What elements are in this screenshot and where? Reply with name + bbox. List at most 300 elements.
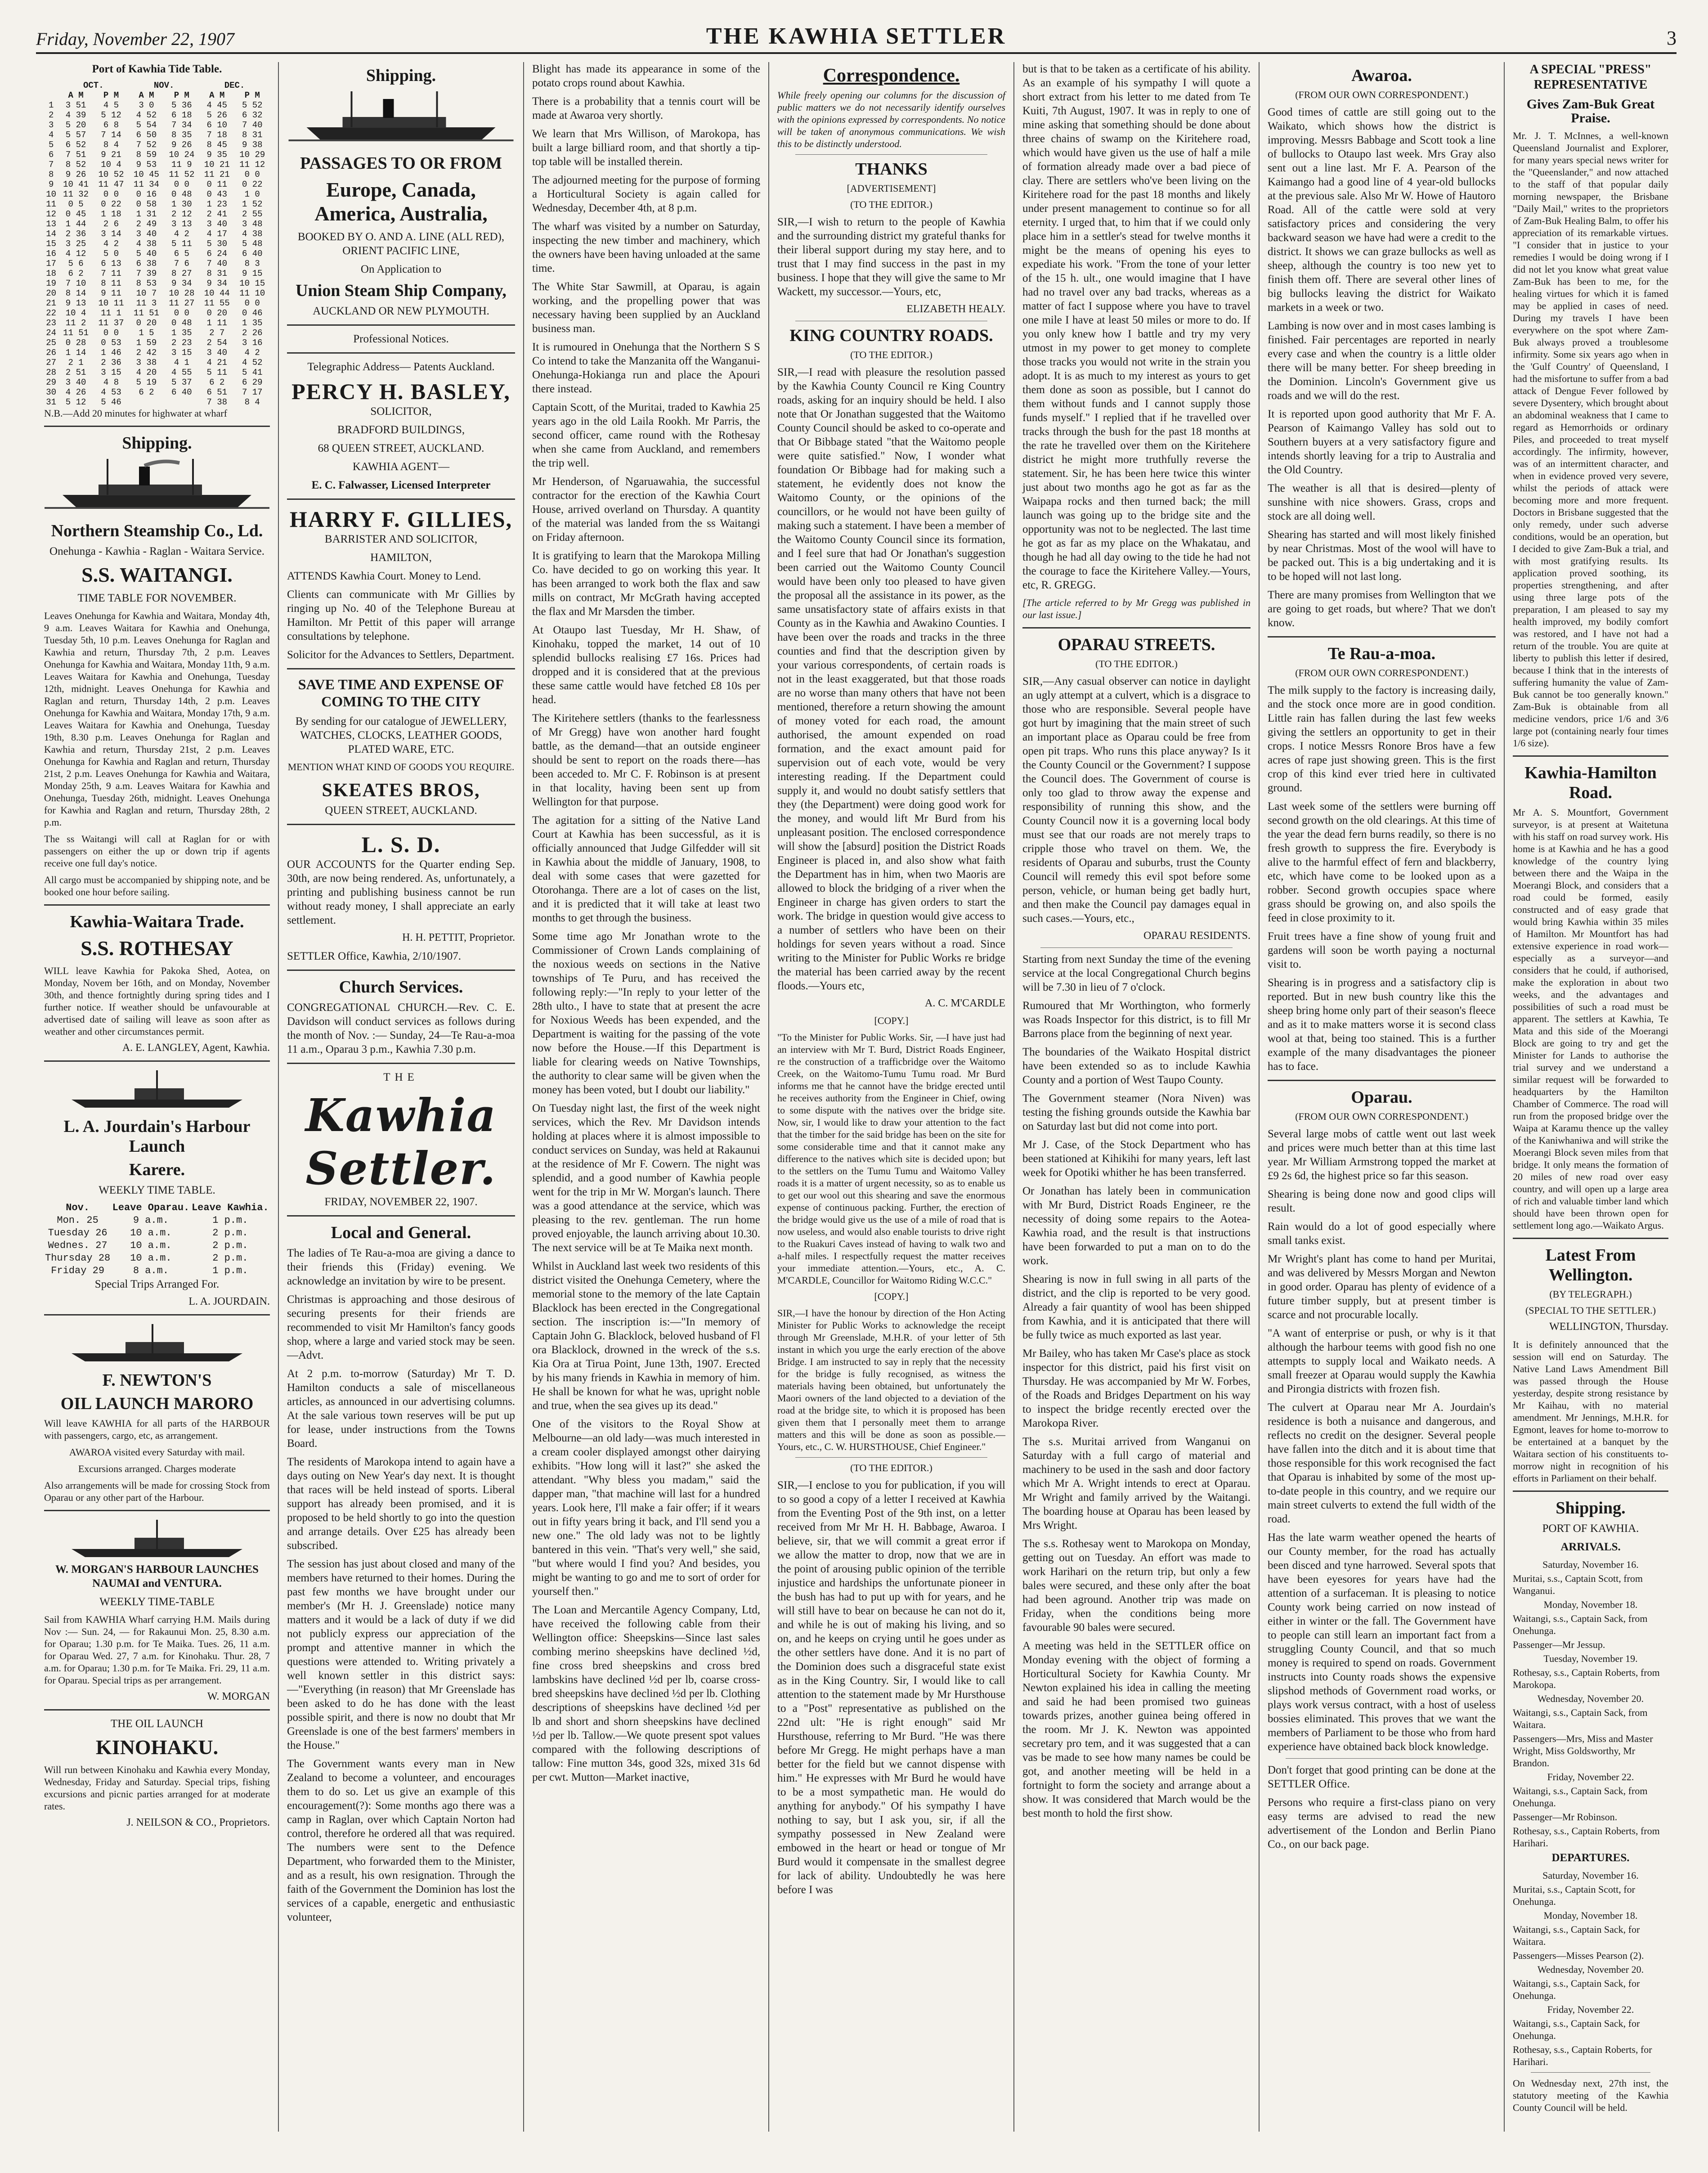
accounts-notice: OUR ACCOUNTS for the Quarter ending Sep. 30th, are now being rendered. As, unfortunately, a printing and publishing business cannot be run without ready money, I shall appreciate an early settlement. [287,858,515,926]
launch-row [44,1227,270,1239]
tide-row [44,189,270,199]
tide-time: 9 34 [206,278,228,288]
news-paragraph: Captain Scott, of the Muritai, traded to Kawhia 25 years ago in the old Laila Rookh. Mr Parris, the second officer, came round with the Rothesay when she came from Auckland, and remembers the trip well. [532,401,760,469]
tide-time: 10 41 [63,180,89,189]
tide-row [44,308,270,318]
launch-cell: 10 a.m. [130,1227,172,1239]
skeates-address: QUEEN STREET, AUCKLAND. [325,804,477,817]
shipping-entry: Waitangi, s.s., Captain Sack, from Onehunga. [1513,1613,1648,1636]
shipping-entry: Passengers—Mrs, Miss and Master Wright, Miss Goldsworthy, Mr Brandon. [1513,1733,1653,1769]
teraumoa-paragraph: Shearing is in progress and a satisfactory clip is reported. But in new bush country like this the sheep bring home only part of their season's fleece and as it to make matters worse it is second class wool at that, being too stained. This is a further example of the many disadvantages the pioneer has to face. [1268,977,1496,1073]
tide-time: 8 11 [101,278,121,288]
news-paragraph: Mr J. Case, of the Stock Department who has been stationed at Kihikihi for many years, left last week for Opotiki whither he has been transferred. [1022,1139,1251,1179]
tide-time: 1 35 [242,318,263,328]
basley-street: 68 QUEEN STREET, AUCKLAND. [318,442,484,454]
shipping-entry: Rothesay, s.s., Captain Roberts, from Harihari. [1513,1825,1660,1849]
arrivals-heading: ARRIVALS. [1560,1541,1621,1553]
tide-row [44,160,270,170]
shipping-entry: Waitangi, s.s., Captain Sack, from Onehunga. [1513,1785,1648,1809]
local-general-heading: Local and General. [331,1223,471,1242]
news-paragraph: The Government steamer (Nora Niven) was testing the fishing grounds outside the Kawhia bar on Saturday last but did not come into port. [1022,1092,1251,1132]
thanks-letter: SIR,—I wish to return to the people of Kawhia and the surrounding district my grateful thanks for their liberal support during my stay here, and to trust that I may find success in the past in my business. I hope that they will give the same to Mr Wackett, my successor.—Yours, etc, [777,216,1005,298]
tide-time: 0 0 [244,298,260,308]
tide-time: 4 38 [136,239,157,249]
tide-time: 5 57 [65,130,86,140]
awaroa-paragraph: Lambing is now over and in most cases lambing is finished. Fair percentages are reported in nearly every case and when the country is a little older there will be many better. For sheep breeding in the Dominion. Lincoln's Government give us roads and we will do the rest. [1268,320,1496,402]
to-editor: (TO THE EDITOR.) [1095,658,1178,669]
tide-time: 5 52 [242,100,263,110]
tide-day: 28 [46,368,57,377]
editor-note: [The article referred to by Mr Gregg was published in our last issue.] [1022,597,1251,620]
tide-time: 5 48 [242,239,263,249]
booked-line: BOOKED BY O. AND A. LINE (ALL RED), ORIENT PACIFIC LINE, [297,231,505,257]
to-editor: (TO THE EDITOR.) [850,349,932,360]
tide-day: 31 [46,397,57,407]
tide-time: 2 1 [68,358,84,368]
tide-time: 5 12 [65,397,86,407]
tide-time: 2 51 [65,368,86,377]
news-paragraph: Or Jonathan has lately been in communication with Mr Burd, District Roads Engineer, re the necessity of doing some repairs to the Aotea-Kawhia road, and the result is that instructions have been forwarded to put a man on to do the work. [1022,1185,1251,1267]
tide-time: 5 26 [206,110,228,120]
tide-month-oct: OCT. [83,81,104,90]
tide-row [44,259,270,269]
tide-time: 2 49 [136,219,157,229]
kinohaku-body: Will run between Kinohaku and Kawhia every Monday, Wednesday, Friday and Saturday. Special trips, fishing excursions and picnic parties arranged for at moderate rates. [44,1764,270,1812]
tide-time: 0 53 [101,338,121,348]
tide-time: 4 1 [174,358,189,368]
rothesay-title: S.S. ROTHESAY [81,937,233,960]
shipping-entry: Wednesday, November 20. [1537,1964,1644,1975]
waitangi-title: S.S. WAITANGI. [81,563,233,586]
tide-time: 11 10 [239,288,265,298]
tide-time: 11 32 [63,189,89,199]
excursions-note: Excursions arranged. Charges moderate [78,1463,236,1474]
tide-time: 1 0 [244,189,260,199]
tide-time: 5 40 [136,249,157,259]
news-paragraph: On Tuesday night last, the first of the week night services, which the Rev. Mr Davidson intends holding at places where it is almost impossible to conduct services on Sunday, was held at Rakaunui at the residence of Mr F. Cowern. The night was splendid, and a good number of Kawhia people went for the trip in Mr W. Morgan's launch. There was a good attendance at the service, which was pleasing to the rev. gentleman. The run home proved enjoyable, the launch arriving about 10.30. The next service will be at Te Maika next month. [532,1102,760,1254]
tide-time: 5 6 [68,259,84,269]
tide-day: 21 [46,298,57,308]
tide-day: 26 [46,348,57,358]
tide-time: 11 2 [65,318,86,328]
jourdain-weekly: WEEKLY TIME TABLE. [99,1184,215,1196]
news-paragraph: The Loan and Mercantile Agency Company, Ltd, have received the following cable from their Wellington office: Sheepskins—Since last sales combing merino sheepskins have declined ½d, fine cross bred sheepskins and cross bred lambskins have declined ½d per lb, coarse cross-bred sheepskins have declined ½d per lb. Clothing descriptions of sheepskins have declined ½d per lb and short and shorn sheepskins have declined ½d per lb. Tallow.—We quote present spot values compared with the following descriptions of tallow: Fine mutton 34s, good 32s, mixed 31s 6d per cwt. Mutton—Market inactive, [532,1604,760,1783]
tide-time: 10 15 [239,278,265,288]
tide-time: 8 52 [65,160,86,170]
tide-time: 6 5 [174,249,189,259]
tide-time [129,397,164,407]
tide-time: 10 29 [239,150,265,160]
oparau-heading: Oparau. [1351,1088,1412,1107]
tide-time: 11 47 [98,180,124,189]
tide-time: 8 45 [206,140,228,150]
own-correspondent: (FROM OUR OWN CORRESPONDENT.) [1295,667,1468,678]
tide-time: 5 37 [171,377,192,387]
own-correspondent: (FROM OUR OWN CORRESPONDENT.) [1295,89,1468,100]
morgan-signature: W. MORGAN [207,1691,270,1702]
tide-row [44,170,270,180]
launch-cell: Friday 29 [51,1265,105,1276]
tide-time: 9 38 [242,140,263,150]
tide-day: 17 [46,259,57,269]
tide-ampm: P M [103,90,119,100]
news-paragraph: It is gratifying to learn that the Marokopa Milling Co. have decided to go on working this year. It has been arranged to work both the flax and saw mills on contract, Mr McGrath having accepted the flax and Mr Marsden the timber. [532,550,760,618]
tide-time: 11 3 [136,298,157,308]
news-paragraph: The wharf was visited by a number on Saturday, inspecting the new timber and machinery, which the owners have been having unloaded at the same time. [532,220,760,274]
launch-cell: Mon. 25 [57,1215,99,1226]
tide-time: 10 4 [65,308,86,318]
shipping-entry: Passenger—Mr Robinson. [1513,1811,1618,1823]
launch-cell: Tuesday 26 [48,1227,108,1239]
tide-time: 8 4 [103,140,119,150]
launch-icon [44,1322,270,1365]
copy-tag: [COPY.] [874,1291,909,1302]
column-7 [1505,62,1677,2132]
gillies-clients: Clients can communicate with Mr Gillies by ringing up No. 40 of the Telephone Bureau at Hamilton. Mr Pettit of this paper will arrange consultations by telephone. [287,588,515,642]
healy-signature: ELIZABETH HEALY. [906,303,1005,315]
union-location: AUCKLAND OR NEW PLYMOUTH. [313,305,489,317]
kawhia-waitara-heading: Kawhia-Waitara Trade. [70,912,244,931]
tide-row [44,150,270,160]
shipping-entry: Rothesay, s.s., Captain Roberts, from Marokopa. [1513,1667,1660,1690]
tide-time: 9 13 [65,298,86,308]
morgan-title: W. MORGAN'S HARBOUR LAUNCHES NAUMAI and VENTURA. [55,1563,259,1589]
tide-time: 0 48 [171,318,192,328]
tide-time: 5 36 [171,100,192,110]
awaroa-paragraph: There are many promises from Wellington that we are going to get roads, but where? That we don't know. [1268,589,1496,629]
arrivals-list [1513,1558,1668,1849]
col-header: Nov. [66,1202,90,1213]
tide-time: 3 15 [171,348,192,358]
news-paragraph: There is a probability that a tennis court will be made at Awaroa very shortly. [532,95,760,121]
col-header: Leave Oparau. [112,1202,190,1213]
kawhia-agent: KAWHIA AGENT— [352,461,450,473]
shipping-entry: Muritai, s.s., Captain Scott, for Onehunga. [1513,1884,1635,1907]
tide-day: 16 [46,249,57,259]
tide-time: 9 35 [206,150,228,160]
special-representative: A SPECIAL "PRESS" REPRESENTATIVE [1529,63,1652,92]
tide-time: 1 18 [101,209,121,219]
tide-day: 24 [46,328,57,338]
church-heading: Church Services. [339,978,463,997]
tide-row [44,110,270,120]
gillies-advances: Solicitor for the Advances to Settlers, Department. [287,649,515,661]
tide-time: 3 0 [139,100,154,110]
tide-time: 2 54 [206,338,228,348]
tide-time: 6 2 [139,387,154,397]
launch-cell: Thursday 28 [45,1253,111,1264]
tide-day: 12 [46,209,57,219]
tide-time: 11 1 [101,308,121,318]
tide-time: 1 31 [136,209,157,219]
tide-row [44,328,270,338]
news-paragraph: Rumoured that Mr Worthington, who formerly was Roads Inspector for this district, is to fill Mr Barrons place from the beginning of next year. [1022,1000,1251,1040]
tide-time: 1 11 [206,318,228,328]
tide-time: 0 58 [136,199,157,209]
tide-time: 0 0 [174,180,189,189]
tide-time: 11 27 [169,298,195,308]
tide-time: 8 53 [136,278,157,288]
news-paragraph: Starting from next Sunday the time of the evening service at the local Congregational Church begins will be 7.30 in lieu of 7 o'clock. [1022,953,1251,993]
local-paragraph: Christmas is approaching and those desirous of securing presents for their friends are recommended to visit Mr Hamilton's fancy goods shop, where a large and varied stock may be seen.—Advt. [287,1293,515,1361]
shipping-entry: Muritai, s.s., Captain Scott, from Wanganui. [1513,1573,1643,1596]
launch-cell: 2 p.m. [212,1240,248,1251]
tide-row [44,229,270,239]
tide-day: 20 [46,288,57,298]
latest-wellington-heading: Latest From Wellington. [1545,1246,1636,1284]
catalogue-text: By sending for our catalogue of JEWELLERY, WATCHES, CLOCKS, LEATHER GOODS, PLATED WARE, ETC. [295,715,507,755]
tide-time: 4 2 [244,348,260,358]
tide-row [44,387,270,397]
king-country-roads-heading: KING COUNTRY ROADS. [789,326,993,345]
tide-time: 8 3 [244,259,260,269]
tide-time: 0 20 [136,318,157,328]
tide-table [44,81,270,407]
shipping-entry: Tuesday, November 19. [1543,1653,1638,1664]
save-time-heading: SAVE TIME AND EXPENSE OF COMING TO THE CITY [298,676,504,709]
shipping-entry: Waitangi, s.s., Captain Sack, from Waitara. [1513,1707,1648,1730]
oparau-paragraph: Several large mobs of cattle went out last week and prices were much better than at this time last year. Mr William Armstrong topped the market at £9 2s 6d, the highest price so far this season. [1268,1128,1496,1182]
tide-time: 4 52 [136,110,157,120]
tide-time: 0 0 [103,189,119,199]
tide-time: 4 52 [242,358,263,368]
departures-list [1513,1869,1668,2068]
copy-letter-2: SIR,—I have the honour by direction of the Hon Acting Minister for Public Works to acknowledge the receipt through Mr Greenslade, M.H.R. of your letter of 5th instant in which you urge the early erection of the above Bridge. I am instructed to say in reply that the necessity for the bridge is fully recognised, as witness the materials having been obtained, but unfortunately the Maori owners of the land objected to a deviation of the road at the bridge site, to which it is proposed has been given them that I personally meet them to arrange matters and this will be done as soon as possible.—Yours, etc., C. W. HURSTHOUSE, Chief Engineer." [777,1307,1005,1452]
tide-day: 3 [48,120,54,130]
tide-time: 5 12 [101,110,121,120]
tide-time: 4 12 [65,249,86,259]
tide-time: 1 44 [65,219,86,229]
tide-time: 3 51 [65,100,86,110]
tide-time [164,397,199,407]
shipping-entry: Monday, November 18. [1543,1599,1638,1610]
tide-row [44,318,270,328]
tide-time: 10 4 [101,160,121,170]
tide-time: 0 5 [68,199,84,209]
tide-time: 2 6 [103,219,119,229]
tide-day: 22 [46,308,57,318]
column-2 [279,62,524,2132]
northern-steamship-title: Northern Steamship Co., Ld. [51,521,263,540]
launch-cell: 1 p.m. [212,1265,248,1276]
tide-time: 10 52 [98,170,124,180]
wellington-dateline: WELLINGTON, Thursday. [1549,1321,1668,1333]
tide-time: 7 17 [242,387,263,397]
tide-time: 1 52 [242,199,263,209]
news-paragraph: It is rumoured in Onehunga that the Northern S S Co intend to take the Manzanita off the Wanganui-Onehunga-Hokianga run and place the Apouri there instead. [532,341,760,395]
tide-time: 6 51 [206,387,228,397]
tide-time: 8 27 [171,269,192,278]
tide-row [44,219,270,229]
local-paragraph: The residents of Marokopa intend to again have a days outing on New Year's day next. It is thought that races will be held instead of sports. Liberal support has already been promised, and it is proposed to be held shortly to go into the question and arrange details. Over £25 has already been subscribed. [287,1456,515,1552]
column-4 [769,62,1014,2132]
tide-time: 3 40 [136,229,157,239]
to-editor: (TO THE EDITOR.) [850,1462,932,1473]
tide-row [44,377,270,387]
special-trips: Special Trips Arranged For. [94,1278,220,1290]
tide-time: 3 38 [136,358,157,368]
tide-time: 5 20 [65,120,86,130]
shipping-entry: Friday, November 22. [1547,2004,1634,2015]
correspondence-heading: Correspondence. [823,65,960,86]
port-of-kawhia: PORT OF KAWHIA. [1542,1522,1639,1535]
tide-day: 18 [46,269,57,278]
to-editor: (TO THE EDITOR.) [850,199,932,210]
tide-day: 11 [46,199,57,209]
tide-day: 8 [48,170,54,180]
news-paragraph: We learn that Mrs Willison, of Marokopa, has built a large billiard room, and that shortly a tip-top table will be installed therein. [532,128,760,168]
oparau-paragraph: Mr Wright's plant has come to hand per Muritai, and was delivered by Messrs Morgan and Newton in good order. Oparau has plenty of evidence of a future timber supply, but at present timber is scarce and not procurable locally. [1268,1253,1496,1321]
tide-time: 10 45 [133,170,159,180]
tide-time: 6 13 [101,259,121,269]
tide-time: 11 51 [133,308,159,318]
jourdain-signature: L. A. JOURDAIN. [188,1296,270,1307]
tide-time: 7 6 [174,259,189,269]
tide-time: 0 0 [103,328,119,338]
column-3 [524,62,769,2132]
teraumoa-paragraph: The milk supply to the factory is increasing daily, and the stock once more are in good condition. Little rain has fallen during the last few weeks giving the settlers an opportunity to get in their crops. I notice Messrs Ronore Bros have a few acres of rape just showing green. This is the first crop of this kind ever tried here in cultivated ground. [1268,684,1496,794]
professional-heading: Professional Notices. [353,333,449,345]
route-text: Onehunga - Kawhia - Raglan - Waitara Service. [49,545,264,557]
tide-time: 10 24 [169,150,195,160]
kinohaku-signature: J. NEILSON & CO., Proprietors. [126,1817,270,1828]
tide-time: 3 25 [65,239,86,249]
tide-time: 3 13 [171,219,192,229]
tide-row [44,239,270,249]
local-paragraph: The ladies of Te Rau-a-moa are giving a dance to their friends this (Friday) evening. We acknowledge an invitation by wire to be present. [287,1247,515,1287]
tide-time: 6 32 [242,110,263,120]
kawhia-hamilton-road-text: Mr A. S. Mountfort, Government surveyor, is at present at Waitetuna with his staff on road survey work. His home is at Kawhia and he has a good knowledge of the country lying between there and the Waipa in the Moerangi Block, and considers that a road could be formed, easily constructed and of easy grade that would bring Kawhia within 35 miles of Hamilton. Mr Mountfort has had extensive experience in road work—especially as a surveyor—and considers that he could, if authorised, make the exploration in about two weeks, and the advantages and possibilities of such a road must be apparent. The settlers at Kawhia, Te Mata and this side of the Moerangi Block are going to try and get the Minister for Lands to authorise the trial survey and we understand a similar request will be forwarded to headquarters by the Hamilton Chamber of Commerce. The road will run from the proposed bridge over the Waipa at Karamu thence up the valley of the Kaniwhaniwa and will strike the Moerangi Block seven miles from that bridge. It only means the formation of 20 miles of new road over easy country, and will open up a large area of rich and valuable timber land which should have been thrown open for settlement long ago.—Waikato Argus. [1513,807,1668,1231]
tide-time: 4 5 [103,100,119,110]
tide-time: 4 8 [103,377,119,387]
tide-time: 7 52 [136,140,157,150]
tide-time: 0 43 [206,189,228,199]
shipping-entry: Friday, November 22. [1547,1771,1634,1782]
launch-icon [44,1068,270,1111]
copy-letter-1: "To the Minister for Public Works. Sir, —I have just had an interview with Mr T. Burd, District Roads Engineer, re the construction of a trafficbridge over the Waitomo Creek, on the Waitomo-Tumu Tumu road. Mr Burd informs me that he cannot have the bridge erected until he receives authority from the Engineer in Chief, owing to some dispute with the natives over the bridge site. Now, sir, I would like to draw your attention to the fact that the timber for the said bridge has been on the site for some considerable time and that it cannot make any difference to the natives which site is decided upon; but to the settlers on the Tumu Tumu and Waitomo Valley roads it is a matter of urgent necessity, so as to enable us to get our wool out this shearing and save the enormous expense of continuous packing. Further, the erection of the bridge would give us the use of a mile of road that is now useless, and would also enable tourists to drive right to the Ruakuri Caves instead of having to walk two and a-half miles. I respectfully request the matter receives your immediate attention.—Yours, etc., A. C. M'CARDLE, Councillor for Waitomo Riding W.C.C." [777,1032,1005,1286]
tide-time: 3 16 [242,338,263,348]
tide-time: 1 59 [136,338,157,348]
union-company: Union Steam Ship Company, [296,281,507,300]
launch-cell: 10 a.m. [130,1253,172,1264]
destinations: Europe, Canada, America, Australia, [314,178,488,225]
shipping-entry: Passengers—Misses Pearson (2). [1513,1950,1644,1961]
pettit-signature: H. H. PETTIT, Proprietor. [402,932,515,943]
wellington-news: It is definitely announced that the session will end on Saturday. The Native Land Laws Amendment Bill was passed through the House yesterday, despite strong resistance by Mr Kaihau, with no material amendment. Mr Jennings, M.H.R. for Egmont, leaves for home to-morrow to be entertained at a banquet by the Waitara section of his constituents to-morrow night in recognition of his efforts in Parliament on their behalf. [1513,1339,1668,1484]
shipping-heading: Shipping. [1556,1499,1626,1518]
shipping-entry: Passenger—Mr Jessup. [1513,1639,1605,1650]
tide-time: 9 53 [136,160,157,170]
tide-time: 1 46 [101,348,121,358]
launch-icon [44,1518,270,1560]
news-paragraph: The White Star Sawmill, at Oparau, is again working, and the propelling power that was necessary having been supplied by an Auckland business man. [532,281,760,335]
tide-time: 0 20 [206,308,228,318]
church-body: CONGREGATIONAL CHURCH.—Rev. C. E. Davidson will conduct services as follows during the month of Nov. :— Sunday, 24—Te Rau-a-moa 11 a.m., Oparau 3 p.m., Kawhia 7.30 p.m. [287,1001,515,1055]
tide-row [44,397,270,407]
shipping-entry: Monday, November 18. [1543,1910,1638,1921]
timetable-title: TIME TABLE FOR NOVEMBER. [77,592,237,604]
tide-time: 5 46 [101,397,121,407]
launch-cell: 1 p.m. [212,1215,248,1226]
tide-time: 2 12 [171,209,192,219]
page-number: 3 [1667,27,1677,49]
tide-time: 6 50 [136,130,157,140]
tide-row [44,269,270,278]
kinohaku-name: KINOHAKU. [95,1736,219,1759]
tide-time: 6 40 [171,387,192,397]
tide-time: 6 18 [171,110,192,120]
launch-cell: 2 p.m. [212,1253,248,1264]
news-paragraph: Whilst in Auckland last week two residents of this district visited the Onehunga Cemetery, where the memorial stone to the memory of the late Captain Blacklock has been erected in the Congregational section. The inscription is:—"In memory of Captain John G. Blacklock, beloved husband of Fl ora Blacklock, drowned in the wreck of the s.s. Kia Ora at Tirua Point, June 13th, 1907. Erected by his many friends in Kawhia in memory of him. He shall be known for what he was, upright noble and true, when the sea gives up its dead." [532,1260,760,1412]
gillies-name: HARRY F. GILLIES, [289,507,513,532]
settler-office: SETTLER Office, Kawhia, 2/10/1907. [287,950,461,962]
tide-time: 10 21 [204,160,230,170]
rothesay-signature: A. E. LANGLEY, Agent, Kawhia. [122,1042,270,1054]
tide-day: 7 [48,160,54,170]
news-paragraph: The s.s. Rothesay went to Marokopa on Monday, getting out on Tuesday. An effort was made to work Harihari on the return trip, but only a few bales were secured, and these only after the boat had been aground. Another trip was made on Friday, when the conditions being more favourable 90 bales were secured. [1022,1538,1251,1634]
tide-time: 4 39 [65,110,86,120]
tide-time: 2 7 [209,328,225,338]
newton-title: F. NEWTON'S [102,1371,212,1390]
oparau-residents-signature: OPARAU RESIDENTS. [1143,930,1251,942]
tide-time: 2 36 [101,358,121,368]
oparau-paragraph: "A want of enterprise or push, or why is it that although the harbour teems with good fish no one attempts to supply local and Waikato needs. A small freezer at Oparau would supply the Kawhia and Pirongia districts with frozen fish. [1268,1327,1496,1395]
launch-cell: 2 p.m. [212,1227,248,1239]
tide-day: 27 [46,358,57,368]
tide-time: 8 35 [171,130,192,140]
tide-time: 6 38 [136,259,157,269]
thanks-heading: THANKS [855,160,928,179]
launch-timetable [44,1202,270,1277]
news-paragraph: A meeting was held in the SETTLER office on Monday evening with the object of forming a Horticultural Society for Kawhia County. Mr Newton explained his idea in calling the meeting and said he had been promised two guineas towards prizes, another guinea being offered in the room. Mr J. K. Newton was appointed secretary pro tem, and it was suggested that a can vas be made to see how many names be could be got, and another meeting will be held in a fortnight to form the society and arrange about a show. It was considered that March would be the best month to hold the first show. [1022,1640,1251,1819]
gregg-letter: SIR,—I enclose to you for publication, if you will to so good a copy of a letter I received at Kawhia from the Eventing Post of the 9th inst, on a letter received from Mr Mr H. H. Babbage, Awaroa. I believe, sir, that we will commit a great error if we allow the matter to drop, now that we are in the point of arousing public opinion of the terrible injustice and hardships the unfortunate pioneer in the bush has had to put up with for years, and he will still have to bear on because he can not do it, and while he is out of making his living, and so on, and he keeps on crying until he goes under as the other settlers have done. And it is no part of the Dominion does such a disgraceful state exist as in the King Country. Sir, I would like to call attention to the statement made by Mr Hursthouse to a "Post" representative as published on the 22nd ult: "He is right enough" said Mr Hursthouse, referring to Mr Burd. "He was there before Mr Gregg. He might perhaps have a man better for the field but we cannot dispense with him." He expresses with Mr Burd he would have to be a most sympathetic man. He would do anything for anybody." Of his sympathy I have nothing to say, but I ask you, sir, if all the sympathy possessed in New Zealand were embowed in the heart or head or tongue of Mr Burd would it compensate in the smallest degree for lack of ability. Undoubtedly he was here before I was [777,1479,1005,1896]
tide-row [44,100,270,110]
news-paragraph: The s.s. Muritai arrived from Wanganui on Saturday with a full cargo of material and machinery to be used in the sash and door factory which Mr A. Wright intends to erect at Oparau. Mr Wright and family arrived by the Waitangi. The boarding house at Oparau has been leased by Mrs Wright. [1022,1436,1251,1531]
tide-rows [44,100,270,407]
tide-time: 5 0 [103,249,119,259]
awaroa-heading: Awaroa. [1351,66,1412,85]
oparau-paragraph: Rain would do a lot of good especially where small tanks exist. [1268,1221,1496,1247]
news-paragraph: Blight has made its appearance in some of the potato crops round about Kawhia. [532,63,760,89]
awaroa-paragraph: The weather is all that is desired—plenty of sunshine with nice showers. Grass, crops and stock are all doing well. [1268,482,1496,522]
tide-time: 11 12 [239,160,265,170]
advertisement-tag: [ADVERTISEMENT] [847,183,936,194]
column-6 [1260,62,1505,2132]
tide-time: 9 11 [101,288,121,298]
tide-time: 4 2 [103,239,119,249]
shipping-entry: Waitangi, s.s., Captain Sack, for Waitara. [1513,1924,1640,1947]
awaroa-paragraph: Shearing has started and will most likely finished by near Christmas. Most of the wool will have to be packed out. This is a big undertaking and it is to be hoped will not last long. [1268,529,1496,583]
tide-month-dec: DEC. [224,81,245,90]
tide-row [44,140,270,150]
tide-row [44,348,270,358]
tide-row [44,288,270,298]
tide-time: 11 21 [204,170,230,180]
tide-time: 7 14 [101,130,121,140]
tide-day: 23 [46,318,57,328]
news-paragraph: The adjourned meeting for the purpose of forming a Horticultural Society is again called for Wednesday, December 4th, at 8 p.m. [532,174,760,214]
tide-time: 5 30 [206,239,228,249]
teraumoa-paragraph: Fruit trees have a fine show of young fruit and gardens will soon be worth paying a nocturnal visit to. [1268,930,1496,970]
rothesay-body: WILL leave Kawhia for Pakoka Shed, Aotea, on Monday, Novem ber 16th, and on Monday, November 30th, and thence fortnightly during spring tides and I further notice. If weather should be unfavourable at advertised date of sailing will leave as soon after as weather and other circumstances permit. [44,965,270,1037]
tide-row [44,180,270,189]
tide-time: 3 40 [206,219,228,229]
launch-cell: 9 a.m. [133,1215,169,1226]
oparau-streets-heading: OPARAU STREETS. [1058,635,1215,654]
tide-time: 9 15 [242,269,263,278]
launch-row [44,1252,270,1265]
tide-day: 25 [46,338,57,348]
